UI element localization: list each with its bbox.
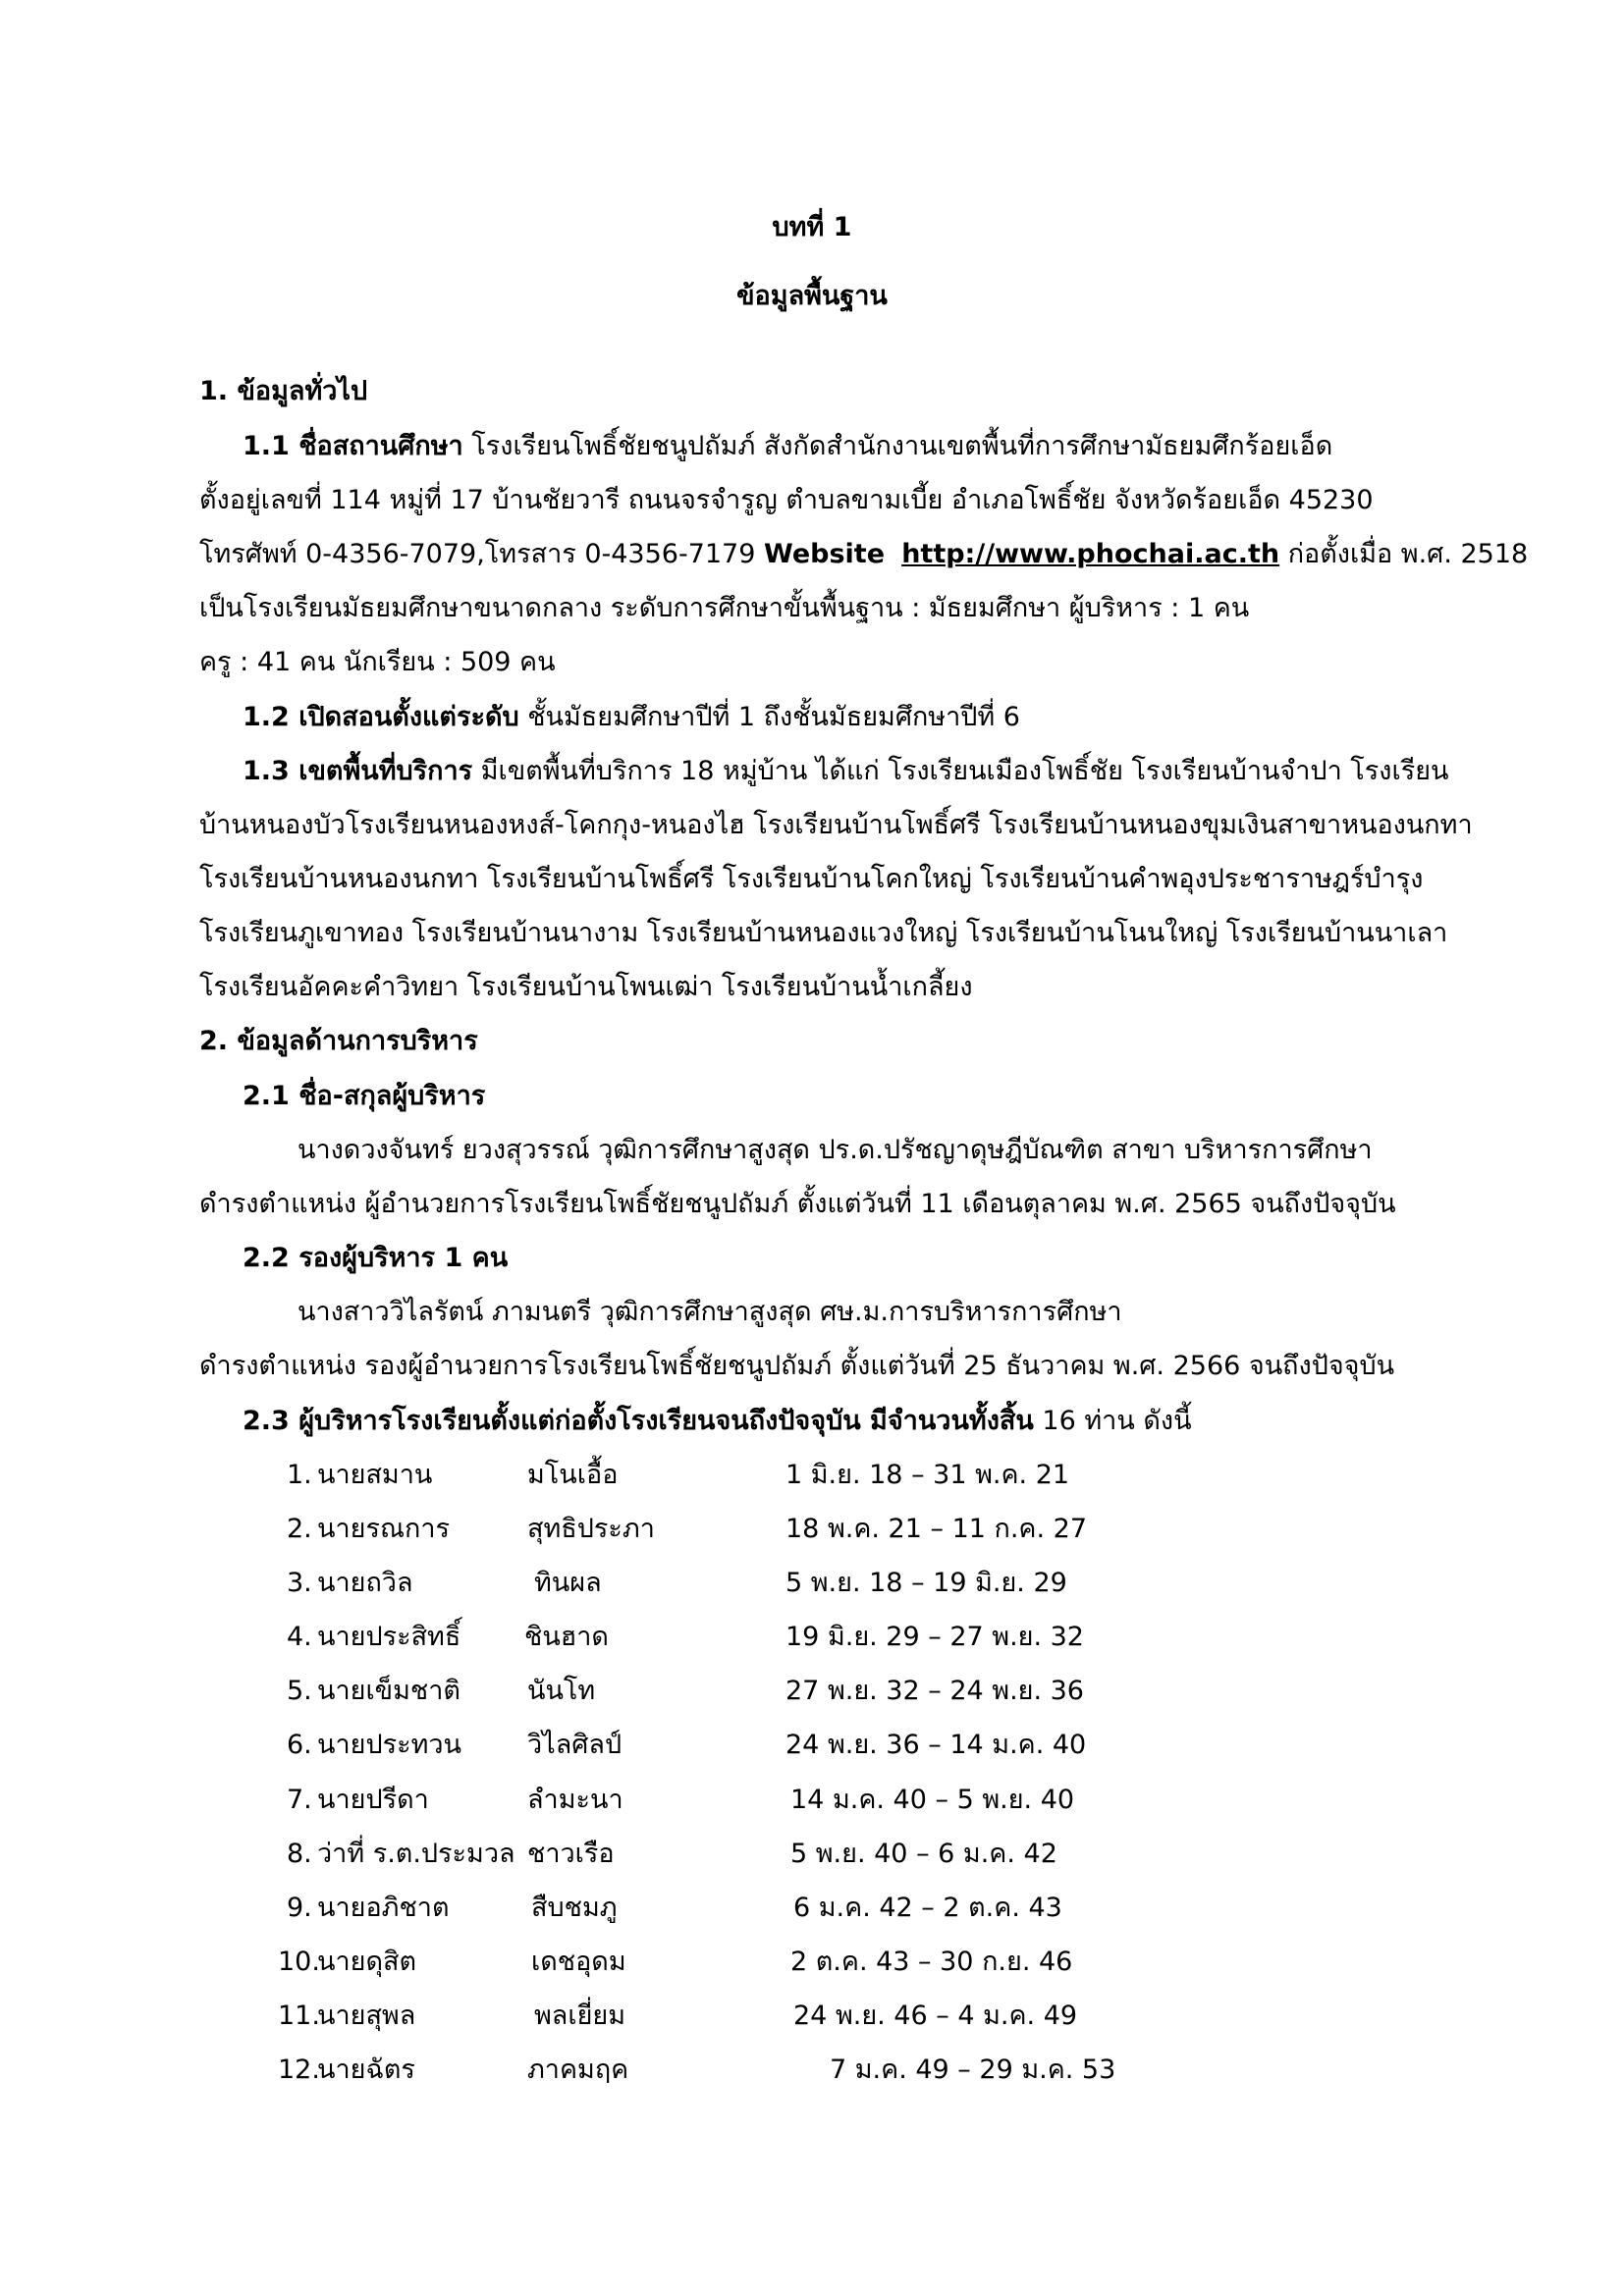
website-label: Website	[764, 539, 886, 569]
admin-last-name: นันโท	[527, 1676, 596, 1706]
admin-first-name: นายรณการ	[317, 1514, 450, 1544]
admin-first-name: นายประทวน	[317, 1730, 461, 1760]
admin-no: 12.	[278, 2055, 320, 2085]
admin-last-name: ชินฮาด	[524, 1622, 609, 1652]
paragraph-1-1-line-5: ครู : 41 คน นักเรียน : 509 คน	[199, 647, 556, 677]
paragraph-1-3-line-5: โรงเรียนอัคคะคำวิทยา โรงเรียนบ้านโพนเฒ่า โรงเรียนบ้านน้ำเกลี้ยง	[199, 972, 973, 1002]
admin-last-name: ภาคมฤค	[527, 2055, 629, 2085]
admin-last-name: สุทธิประภา	[527, 1514, 655, 1544]
chapter-heading: บทที่ 1	[772, 212, 852, 242]
admin-term: 24 พ.ย. 46 – 4 ม.ค. 49	[793, 2001, 1078, 2031]
admin-no: 8.	[287, 1839, 312, 1869]
paragraph-1-2	[243, 704, 1020, 730]
paragraph-2-2-label: 2.2 รองผู้บริหาร 1 คน	[243, 1243, 509, 1273]
paragraph-2-3-text: 16 ท่าน ดังนี้	[1033, 1406, 1192, 1436]
admin-first-name: นายสมาน	[317, 1460, 433, 1490]
admin-no: 11.	[278, 2001, 320, 2031]
admin-last-name: พลเยี่ยม	[534, 2001, 626, 2031]
paragraph-1-1-label: 1.1 ชื่อสถานศึกษา	[243, 431, 463, 461]
admin-term: 19 มิ.ย. 29 – 27 พ.ย. 32	[785, 1622, 1084, 1652]
paragraph-1-3-line-4: โรงเรียนภูเขาทอง โรงเรียนบ้านนางาม โรงเรียนบ้านหนองแวงใหญ่ โรงเรียนบ้านโนนใหญ่ โรงเรียนบ้านนาเลา	[199, 918, 1448, 948]
chapter-title: ข้อมูลพื้นฐาน	[736, 281, 888, 311]
paragraph-1-3-text: มีเขตพื้นที่บริการ 18 หมู่บ้าน ได้แก่ โรงเรียนเมืองโพธิ์ชัย โรงเรียนบ้านจำปา โรงเรียน	[472, 756, 1449, 786]
admin-term: 18 พ.ค. 21 – 11 ก.ค. 27	[785, 1514, 1088, 1544]
paragraph-1-1-line-2: ตั้งอยู่เลขที่ 114 หมู่ที่ 17 บ้านชัยวารี ถนนจรจำรูญ ตำบลขามเบี้ย อำเภอโพธิ์ชัย จังหวัดร้อยเอ็ด 45230	[199, 485, 1374, 515]
admin-first-name: นายฉัตร	[317, 2055, 415, 2085]
paragraph-1-3-line-3: โรงเรียนบ้านหนองนกทา โรงเรียนบ้านโพธิ์ศรี โรงเรียนบ้านโคกใหญ่ โรงเรียนบ้านคำพอุงประชาราษฎร์บำรุง	[199, 864, 1424, 894]
admin-first-name: นายอภิชาต	[317, 1893, 450, 1923]
admin-term: 14 ม.ค. 40 – 5 พ.ย. 40	[790, 1785, 1075, 1815]
admin-term: 6 ม.ค. 42 – 2 ต.ค. 43	[793, 1893, 1062, 1923]
admin-last-name: วิไลศิลป์	[527, 1730, 623, 1760]
contact-text: โทรศัพท์ 0-4356-7079,โทรสาร 0-4356-7179	[199, 539, 764, 569]
admin-first-name: นายปรีดา	[317, 1785, 429, 1815]
admin-term: 1 มิ.ย. 18 – 31 พ.ค. 21	[785, 1460, 1070, 1490]
paragraph-1-1-line-3	[199, 541, 1528, 567]
paragraph-2-1-line-2: ดำรงตำแหน่ง ผู้อำนวยการโรงเรียนโพธิ์ชัยชนูปถัมภ์ ตั้งแต่วันที่ 11 เดือนตุลาคม พ.ศ. 2565 จนถึงปัจจุบัน	[199, 1189, 1396, 1219]
paragraph-2-3-label: 2.3 ผู้บริหารโรงเรียนตั้งแต่ก่อตั้งโรงเรียนจนถึงปัจจุบัน มีจำนวนทั้งสิ้น	[243, 1406, 1034, 1436]
admin-no: 6.	[287, 1730, 312, 1760]
admin-no: 4.	[287, 1622, 312, 1652]
admin-term: 2 ต.ค. 43 – 30 ก.ย. 46	[790, 1947, 1073, 1977]
admin-first-name: นายถวิล	[317, 1568, 413, 1598]
admin-no: 1.	[287, 1460, 312, 1490]
admin-no: 10.	[278, 1947, 320, 1977]
section-2-title: 2. ข้อมูลด้านการบริหาร	[199, 1026, 478, 1056]
admin-no: 5.	[287, 1676, 312, 1706]
paragraph-1-2-text: ชั้นมัธยมศึกษาปีที่ 1 ถึงชั้นมัธยมศึกษาปีที่ 6	[518, 702, 1020, 732]
paragraph-2-1-label: 2.1 ชื่อ-สกุลผู้บริหาร	[243, 1081, 486, 1111]
section-1-title: 1. ข้อมูลทั่วไป	[199, 376, 368, 406]
admin-last-name: ทินผล	[534, 1568, 602, 1598]
paragraph-2-2-line-1: นางสาววิไลรัตน์ ภามนตรี วุฒิการศึกษาสูงสุด ศษ.ม.การบริหารการศึกษา	[298, 1297, 1122, 1327]
paragraph-1-1-line-4: เป็นโรงเรียนมัธยมศึกษาขนาดกลาง ระดับการศึกษาขั้นพื้นฐาน : มัธยมศึกษา ผู้บริหาร : 1 คน	[199, 593, 1250, 623]
paragraph-1-1-text: โรงเรียนโพธิ์ชัยชนูปถัมภ์ สังกัดสำนักงานเขตพื้นที่การศึกษามัธยมศึกร้อยเอ็ด	[462, 431, 1333, 461]
admin-first-name: นายประสิทธิ์	[317, 1622, 461, 1652]
admin-term: 5 พ.ย. 40 – 6 ม.ค. 42	[790, 1839, 1057, 1869]
admin-term: 24 พ.ย. 36 – 14 ม.ค. 40	[785, 1730, 1087, 1760]
admin-last-name: มโนเอื้อ	[527, 1460, 619, 1490]
admin-no: 2.	[287, 1514, 312, 1544]
paragraph-1-3-label: 1.3 เขตพื้นที่บริการ	[243, 756, 473, 786]
admin-first-name: นายดุสิต	[317, 1947, 416, 1977]
admin-no: 3.	[287, 1568, 312, 1598]
founded-text: ก่อตั้งเมื่อ พ.ศ. 2518	[1279, 539, 1529, 569]
admin-last-name: เดชอุดม	[531, 1947, 626, 1977]
admin-term: 7 ม.ค. 49 – 29 ม.ค. 53	[830, 2055, 1116, 2085]
paragraph-1-3-line-2: บ้านหนองบัวโรงเรียนหนองหงส์-โคกกุง-หนองไฮ โรงเรียนบ้านโพธิ์ศรี โรงเรียนบ้านหนองขุมเงินสาขาหนองนกทา	[199, 810, 1473, 840]
paragraph-2-2-line-2: ดำรงตำแหน่ง รองผู้อำนวยการโรงเรียนโพธิ์ชัยชนูปถัมภ์ ตั้งแต่วันที่ 25 ธันวาคม พ.ศ. 2566 จนถึงปัจจุบัน	[199, 1351, 1395, 1381]
admin-term: 5 พ.ย. 18 – 19 มิ.ย. 29	[785, 1568, 1067, 1598]
admin-last-name: สืบชมภู	[531, 1893, 618, 1923]
admin-first-name: ว่าที่ ร.ต.ประมวล	[317, 1839, 515, 1869]
admin-no: 7.	[287, 1785, 312, 1815]
admin-first-name: นายสุพล	[317, 2001, 416, 2031]
admin-term: 27 พ.ย. 32 – 24 พ.ย. 36	[785, 1676, 1084, 1706]
paragraph-1-1-line-1	[243, 433, 1332, 459]
admin-last-name: ชาวเรือ	[527, 1839, 615, 1869]
admin-first-name: นายเข็มชาติ	[317, 1676, 460, 1706]
paragraph-2-1-line-1: นางดวงจันทร์ ยวงสุวรรณ์ วุฒิการศึกษาสูงสุด ปร.ด.ปรัชญาดุษฎีบัณฑิต สาขา บริหารการศึกษา	[298, 1135, 1373, 1165]
paragraph-2-3	[243, 1408, 1192, 1434]
admin-last-name: ลำมะนา	[527, 1785, 623, 1815]
paragraph-1-3-line-1	[243, 758, 1449, 784]
website-link[interactable]: http://www.phochai.ac.th	[901, 539, 1280, 569]
admin-no: 9.	[287, 1893, 312, 1923]
paragraph-1-2-label: 1.2 เปิดสอนตั้งแต่ระดับ	[243, 702, 519, 732]
